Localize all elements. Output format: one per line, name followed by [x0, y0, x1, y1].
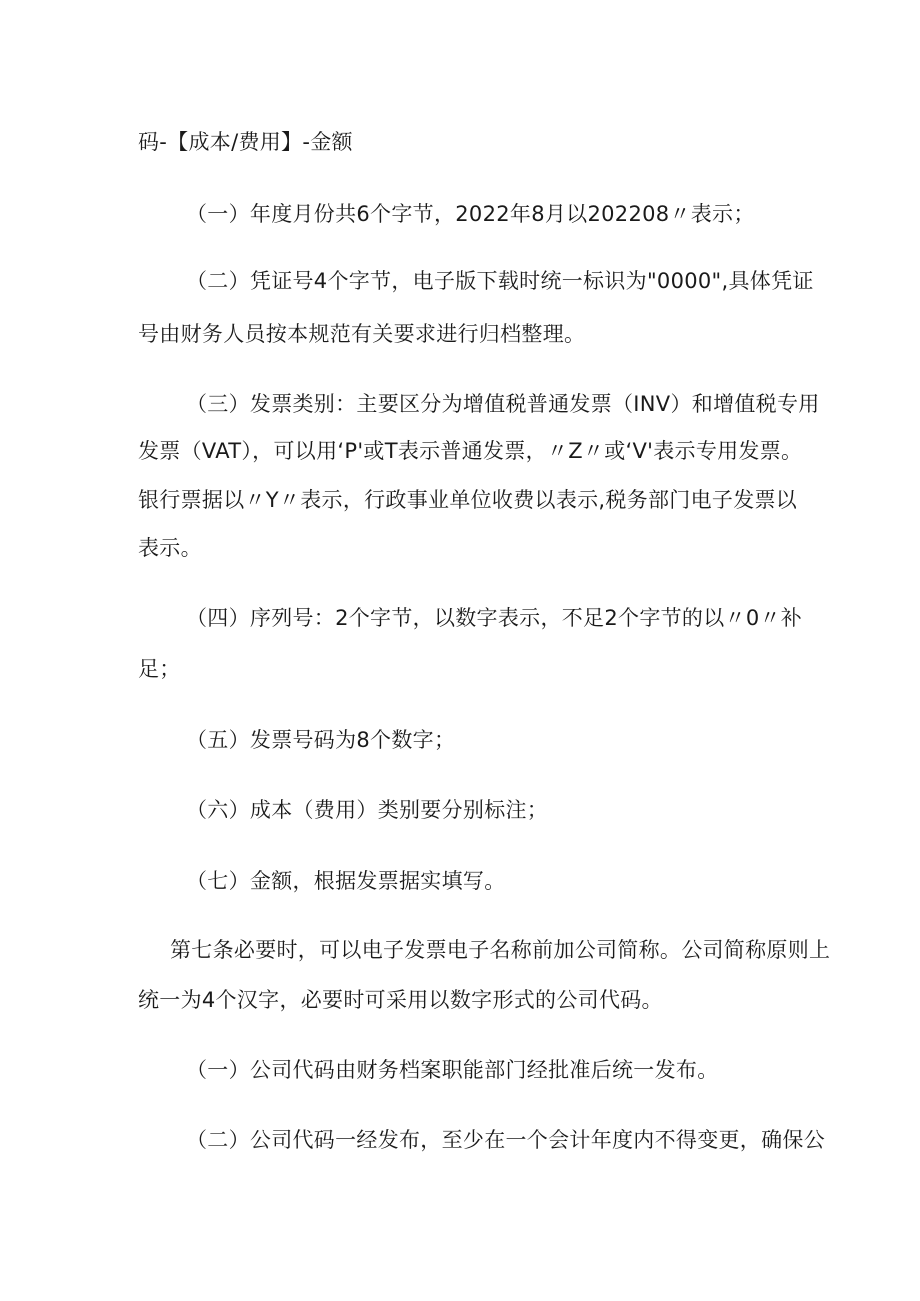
- text-line: 第七条必要时，可以电子发票电子名称前加公司简称。公司简称原则上: [170, 938, 831, 962]
- text-line: 号由财务人员按本规范有关要求进行归档整理。: [138, 322, 586, 346]
- text-line: 银行票据以〃Y〃表示，行政事业单位收费以表示,税务部门电子发票以: [138, 488, 798, 512]
- text-line: （三）发票类别：主要区分为增值税普通发票（INV）和增值税专用: [186, 392, 820, 416]
- text-line: 足；: [138, 657, 181, 681]
- text-line: 统一为4个汉字，必要时可采用以数字形式的公司代码。: [138, 988, 663, 1012]
- text-line: 表示。: [138, 536, 202, 560]
- text-line: （七）金额，根据发票据实填写。: [186, 869, 506, 893]
- text-line: 码-【成本/费用】-金额: [138, 130, 353, 154]
- text-line: （五）发票号码为8个数字；: [186, 728, 456, 752]
- text-line: 发票（VAT），可以用‘P'或T表示普通发票，〃Z〃或‘V'表示专用发票。: [138, 439, 803, 463]
- text-line: （六）成本（费用）类别要分别标注；: [186, 798, 549, 822]
- text-line: （二）凭证号4个字节，电子版下载时统一标识为"0000",具体凭证: [186, 269, 814, 293]
- text-line: （一）公司代码由财务档案职能部门经批准后统一发布。: [186, 1058, 719, 1082]
- text-line: （二）公司代码一经发布，至少在一个会计年度内不得变更，确保公: [186, 1128, 825, 1152]
- text-line: （一）年度月份共6个字节，2022年8月以202208〃表示；: [186, 202, 755, 226]
- text-line: （四）序列号：2个字节，以数字表示，不足2个字节的以〃0〃补: [186, 606, 803, 630]
